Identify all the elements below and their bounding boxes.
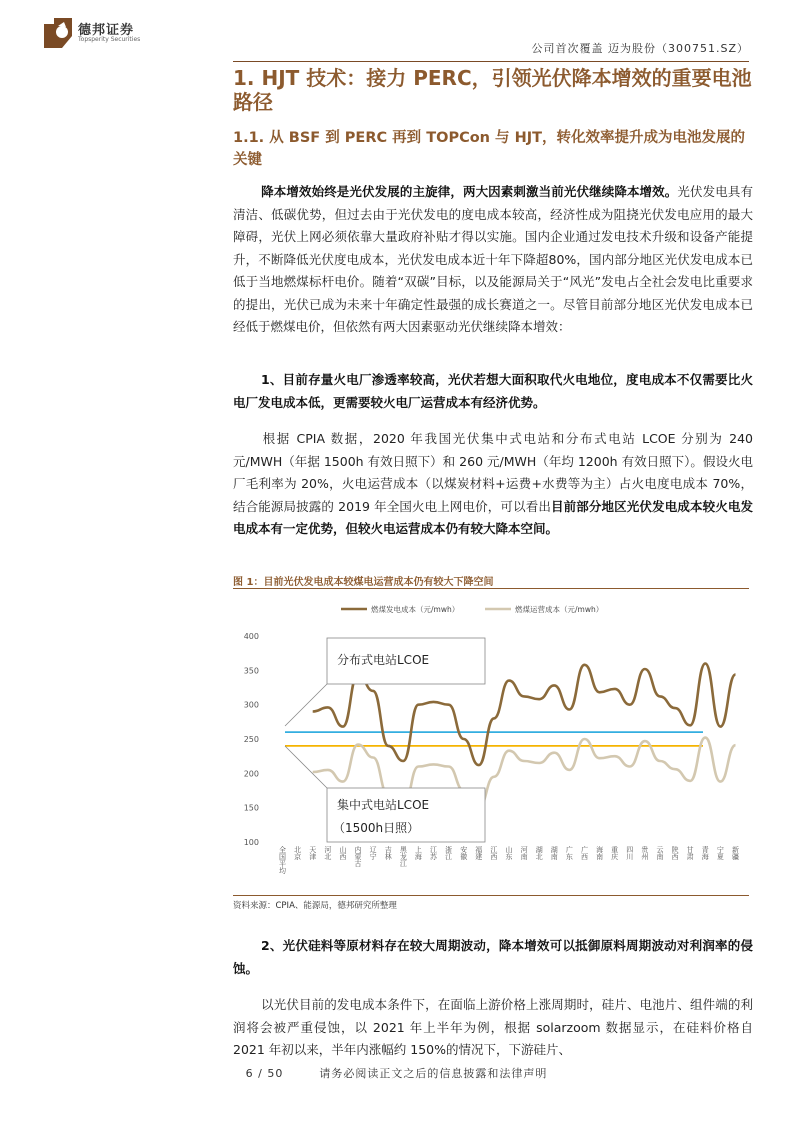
section-1-heading: 1. HJT 技术：接力 PERC，引领光伏降本增效的重要电池路径 <box>233 66 752 114</box>
paragraph-1-body: 光伏发电具有清洁、低碳优势，但过去由于光伏发电的度电成本较高，经济性成为阻挠光伏发电应用的最大障碍，光伏上网必须依靠大量政府补贴才得以实施。国内企业通过发电技术升级和设备产能提升，不断降低光伏度电成本，光伏发电成本近十年下降超80%，国内部分地区光伏发电成本已低于当地燃煤标杆电价。随着“双碳”目标，以及能源局关于“风光”发电占全社会发电比重要求的提出，光伏已成为未来十年确定性最强的成长赛道之一。尽管目前部分地区光伏发电成本已经低于燃煤电价，但依然有两大因素驱动光伏继续降本增效： <box>233 184 753 334</box>
x-tick-label: 吉林 <box>384 846 393 860</box>
paragraph-4-bold: 2、光伏硅料等原材料存在较大周期波动，降本增效可以抵御原料周期波动对利润率的侵蚀。 <box>233 938 753 976</box>
x-tick-label: 浙江 <box>444 846 453 860</box>
x-tick-label: 湖北 <box>535 846 544 860</box>
x-tick-label: 甘肃 <box>686 846 695 860</box>
x-tick-label: 上海 <box>414 846 423 860</box>
x-tick-label: 河北 <box>323 846 332 860</box>
legend-coal-op-label: 燃煤运营成本（元/mwh） <box>515 605 604 614</box>
paragraph-3-body: 根据 CPIA 数据，2020 年我国光伏集中式电站和分布式电站 LCOE 分别为 240 元/MWH（年据 1500h 有效日照下）和 260 元/MWH（年均 1200h 有效日照下）。假设火电厂毛利率为 20%，火电运营成本（以煤炭材料+运费+水费等为主）占火电度电成本 70%，结合能源局披露的 2019 年全国火电上网电价，可以看出 <box>233 431 753 514</box>
paragraph-1-lead: 降本增效始终是光伏发展的主旋律，两大因素刺激当前光伏继续降本增效。 <box>261 184 678 199</box>
centralized-lcoe-label: 集中式电站LCOE <box>337 798 430 812</box>
x-tick-label: 河南 <box>520 846 529 860</box>
y-tick-label: 100 <box>243 838 259 847</box>
x-tick-label: 新疆 <box>731 846 740 860</box>
paragraph-5 <box>233 994 753 1062</box>
callout-connector-top <box>285 684 327 726</box>
distributed-lcoe-label: 分布式电站LCOE <box>337 653 430 667</box>
x-tick-label: 云南 <box>655 846 664 860</box>
cost-comparison-chart <box>233 592 749 892</box>
section-1-1-heading: 1.1. 从 BSF 到 PERC 再到 TOPCon 与 HJT，转化效率提升成为电池发展的关键 <box>233 130 746 168</box>
callout-connector-bottom <box>285 746 327 788</box>
x-tick-label: 青海 <box>701 846 710 860</box>
logo-company-name: 德邦证券 <box>78 23 135 38</box>
centralized-lcoe-sublabel: （1500h日照） <box>333 821 420 835</box>
x-tick-label: 黑龙江 <box>399 846 408 867</box>
legend-coal-gen-label: 燃煤发电成本（元/mwh） <box>371 605 460 614</box>
x-tick-label: 海南 <box>595 846 604 860</box>
x-tick-label: 北京 <box>293 846 302 860</box>
paragraph-1 <box>233 181 753 339</box>
company-logo-icon <box>44 18 72 48</box>
x-tick-label: 江西 <box>489 846 498 860</box>
x-tick-label: 山西 <box>338 846 347 860</box>
x-tick-label: 贵州 <box>640 846 649 860</box>
x-tick-label: 天津 <box>308 846 317 860</box>
x-tick-label: 辽宁 <box>369 846 378 860</box>
figure-top-rule <box>233 588 749 589</box>
y-tick-label: 400 <box>243 632 259 641</box>
header-divider <box>233 61 749 62</box>
legal-notice: 请务必阅读正文之后的信息披露和法律声明 <box>319 1067 548 1080</box>
paragraph-4 <box>233 935 753 980</box>
x-tick-label: 江苏 <box>429 846 438 860</box>
x-tick-label: 广西 <box>580 846 589 860</box>
x-tick-label: 安徽 <box>459 846 468 860</box>
page-number: 6 / 50 <box>245 1067 284 1080</box>
x-tick-label: 内蒙古 <box>354 846 363 867</box>
figure-1-title: 图 1：目前光伏发电成本较煤电运营成本仍有较大下降空间 <box>233 577 494 588</box>
y-tick-label: 350 <box>243 666 259 676</box>
x-tick-label: 全国平均 <box>278 846 287 874</box>
paragraph-3 <box>233 428 753 541</box>
paragraph-5-body: 以光伏目前的发电成本条件下，在面临上游价格上涨周期时，硅片、电池片、组件端的利润将会被严重侵蚀，以 2021 年上半年为例，根据 solarzoom 数据显示，在硅料价格自 2021 年初以来，半年内涨幅约 150%的情况下，下游硅片、 <box>233 997 753 1057</box>
x-tick-label: 广东 <box>565 846 574 860</box>
x-tick-label: 湖南 <box>550 846 559 860</box>
page-footer <box>0 1065 793 1081</box>
x-tick-label: 福建 <box>474 846 483 860</box>
y-tick-label: 200 <box>243 769 259 779</box>
x-tick-label: 重庆 <box>610 846 619 860</box>
x-tick-label: 山东 <box>505 846 513 860</box>
report-title: 公司首次覆盖 迈为股份（300751.SZ） <box>531 42 749 55</box>
paragraph-2 <box>233 369 753 414</box>
paragraph-3-conclusion: 目前部分地区光伏发电成本较火电发电成本有一定优势，但较火电运营成本仍有较大降本空间。 <box>233 498 753 536</box>
logo-company-english: Topsperity Securities <box>78 36 141 43</box>
figure-bottom-rule <box>233 895 749 896</box>
x-tick-label: 四川 <box>625 846 634 860</box>
x-tick-label: 陕西 <box>671 846 680 860</box>
y-tick-label: 300 <box>243 700 259 710</box>
x-tick-label: 宁夏 <box>716 846 725 860</box>
y-tick-label: 250 <box>243 735 259 744</box>
figure-source: 资料来源：CPIA、能源局，德邦研究所整理 <box>233 901 397 911</box>
paragraph-2-bold: 1、目前存量火电厂渗透率较高，光伏若想大面积取代火电地位，度电成本不仅需要比火电厂发电成本低，更需要较火电厂运营成本有经济优势。 <box>233 372 753 410</box>
y-tick-label: 150 <box>243 803 259 813</box>
